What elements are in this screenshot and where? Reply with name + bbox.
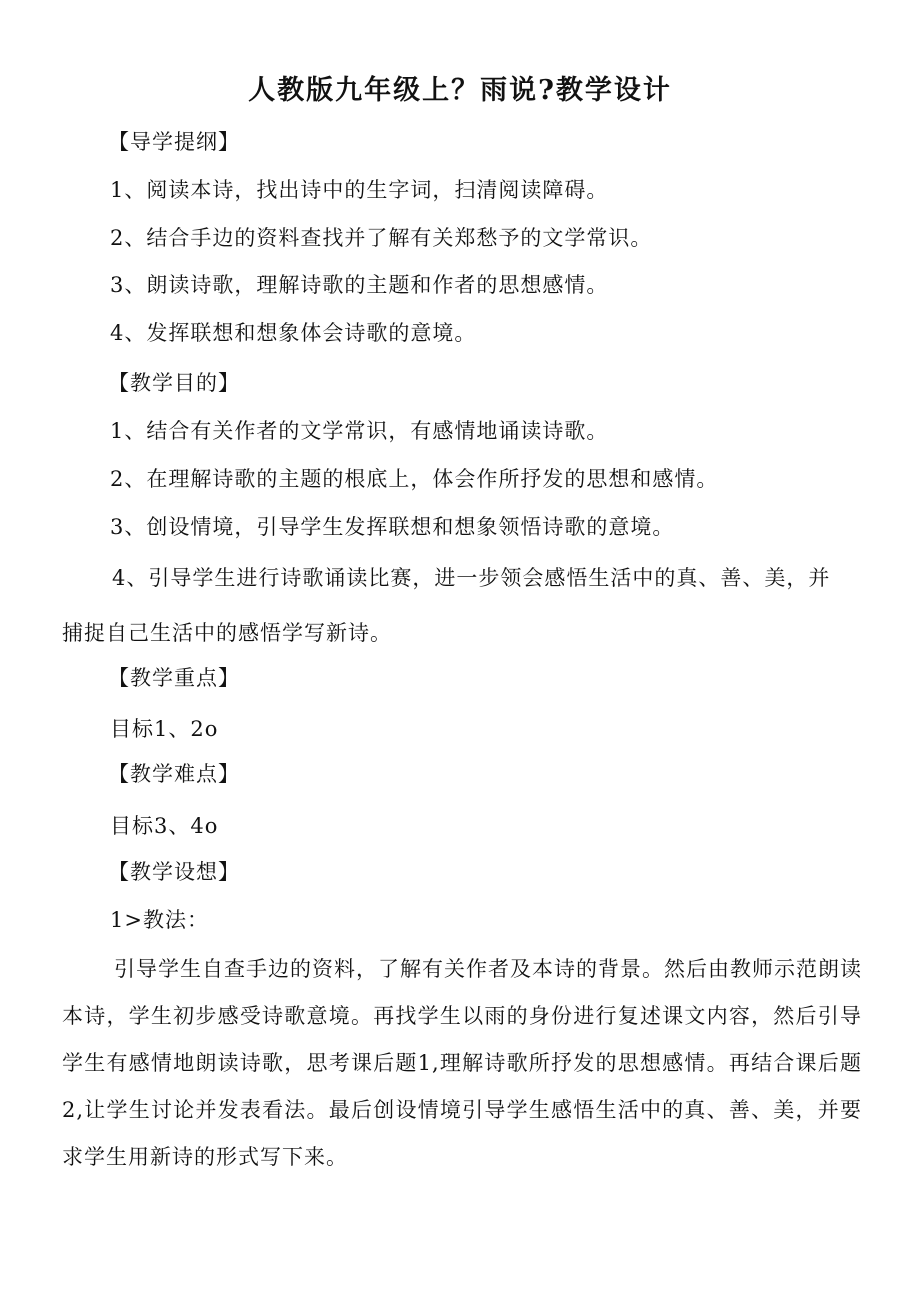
key-points-text: 目标1、2o	[110, 717, 219, 741]
plan-heading: 【教学设想】	[108, 860, 240, 884]
objective-item: 3、创设情境，引导学生发挥联想和想象领悟诗歌的意境。	[110, 515, 675, 539]
plan-method-label: 1>教法：	[110, 908, 209, 932]
guide-item: 4、发挥联想和想象体会诗歌的意境。	[110, 321, 477, 345]
guide-heading: 【导学提纲】	[108, 130, 240, 154]
objective-item-multiline: 4、引导学生进行诗歌诵读比赛，进一步领会感悟生活中的真、善、美，并捕捉自己生活中的感悟学写新诗。	[62, 566, 831, 645]
objectives-heading: 【教学目的】	[108, 371, 240, 395]
guide-item: 2、结合手边的资料查找并了解有关郑愁予的文学常识。	[110, 226, 653, 250]
document-title: 人教版九年级上？雨说?教学设计	[248, 75, 672, 106]
objective-item: 2、在理解诗歌的主题的根底上，体会作所抒发的思想和感情。	[110, 467, 719, 491]
difficulties-heading: 【教学难点】	[108, 762, 240, 786]
guide-item: 1、阅读本诗，找出诗中的生字词，扫清阅读障碍。	[110, 178, 609, 202]
plan-paragraph: 引导学生自查手边的资料，了解有关作者及本诗的背景。然后由教师示范朗读本诗，学生初步感受诗歌意境。再找学生以雨的身份进行复述课文内容，然后引导学生有感情地朗读诗歌，思考课后题1,理解诗歌所抒发的思想感情。再结合课后题2,让学生讨论并发表看法。最后创设情境引导学生感悟生活中的真、善、美，并要求学生用新诗的形式写下来。	[62, 957, 862, 1169]
difficulties-text: 目标3、4o	[110, 814, 219, 838]
guide-item: 3、朗读诗歌，理解诗歌的主题和作者的思想感情。	[110, 273, 609, 297]
key-points-heading: 【教学重点】	[108, 666, 240, 690]
objective-item: 1、结合有关作者的文学常识，有感情地诵读诗歌。	[110, 419, 609, 443]
